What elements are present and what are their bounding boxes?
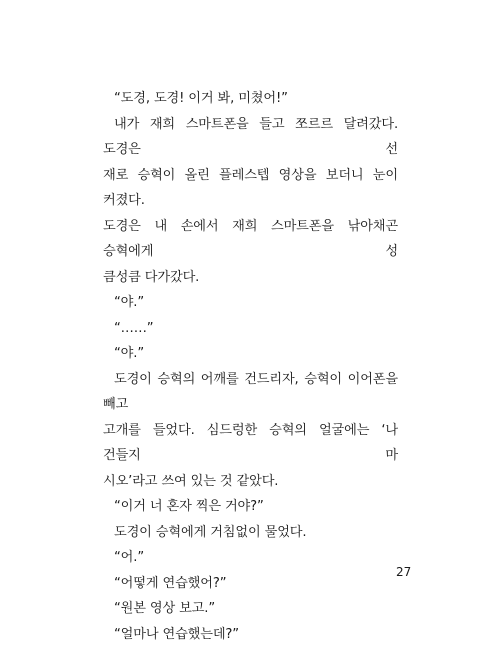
- paragraph: [103, 596, 398, 622]
- paragraph: [103, 112, 398, 291]
- text-line: 고개를 들었다. 심드렁한 승혁의 얼굴에는 ‘나 건들지 마: [103, 418, 398, 469]
- text-line: 내가 재희 스마트폰을 들고 쪼르르 달려갔다. 도경은 선: [103, 112, 398, 163]
- text-line: 시오’라고 쓰여 있는 것 같았다.: [103, 469, 398, 495]
- paragraph: [103, 316, 398, 342]
- paragraph: [103, 367, 398, 495]
- text-line: 도경이 승혁에게 거침없이 물었다.: [103, 520, 398, 546]
- paragraph: [103, 545, 398, 571]
- text-line: “어.”: [103, 545, 398, 571]
- paragraph: [103, 622, 398, 647]
- text-line: “도경, 도경! 이거 봐, 미쳤어!”: [103, 86, 398, 112]
- text-line: “원본 영상 보고.”: [103, 596, 398, 622]
- page-number: 27: [396, 565, 411, 579]
- text-line: 재로 승혁이 올린 플레스텝 영상을 보더니 눈이 커졌다.: [103, 163, 398, 214]
- page-body-text: [103, 86, 398, 647]
- text-line: “야.”: [103, 290, 398, 316]
- paragraph: [103, 571, 398, 597]
- text-line: 도경은 내 손에서 재희 스마트폰을 낚아채곤 승혁에게 성: [103, 214, 398, 265]
- paragraph: [103, 290, 398, 316]
- text-line: “어떻게 연습했어?”: [103, 571, 398, 597]
- paragraph: [103, 341, 398, 367]
- text-line: “얼마나 연습했는데?”: [103, 622, 398, 647]
- text-line: “야.”: [103, 341, 398, 367]
- text-line: 도경이 승혁의 어깨를 건드리자, 승혁이 이어폰을 빼고: [103, 367, 398, 418]
- text-line: “이거 너 혼자 찍은 거야?”: [103, 494, 398, 520]
- text-line: “……”: [103, 316, 398, 342]
- text-line: 큼성큼 다가갔다.: [103, 265, 398, 291]
- paragraph: [103, 86, 398, 112]
- paragraph: [103, 494, 398, 520]
- paragraph: [103, 520, 398, 546]
